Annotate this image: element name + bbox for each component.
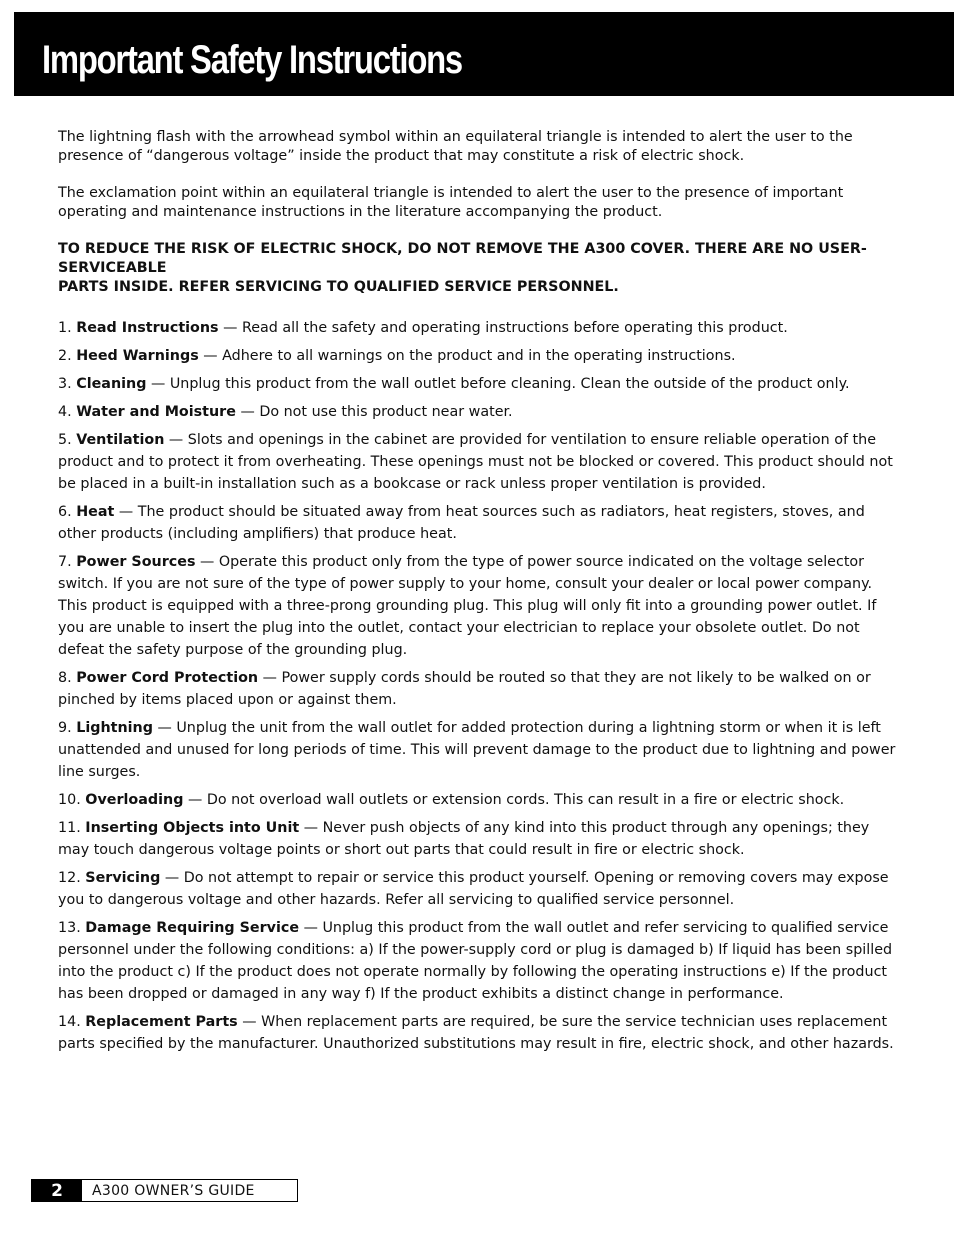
item-title: Ventilation: [76, 432, 165, 448]
item-text: — Power supply cords should be routed so that they are not likely to be walked on or pinched by items placed upon or against them.: [58, 670, 871, 708]
item-number: 10.: [58, 792, 81, 808]
item-title: Servicing: [85, 870, 161, 886]
list-item: [58, 667, 896, 711]
item-text: — Unplug the unit from the wall outlet for added protection during a lightning storm or when it is left unattended and unused for long periods of time. This will prevent damage to the product due to lightning and power line surges.: [58, 720, 896, 780]
page-footer: [31, 1179, 298, 1202]
list-item: [58, 501, 896, 545]
list-item: [58, 789, 896, 811]
item-number: 2.: [58, 348, 72, 364]
list-item: [58, 345, 896, 367]
safety-instructions-list: [58, 317, 896, 1055]
item-text: — Adhere to all warnings on the product and in the operating instructions.: [198, 348, 736, 364]
item-number: 4.: [58, 404, 72, 420]
item-number: 11.: [58, 820, 81, 836]
intro-exclamation-paragraph: The exclamation point within an equilateral triangle is intended to alert the user to the presence of important operating and maintenance instructions in the literature accompanying the product.: [58, 185, 844, 220]
guide-title: A300 OWNER’S GUIDE: [92, 1182, 255, 1199]
item-text: — Do not attempt to repair or service this product yourself. Opening or removing covers may expose you to dangerous voltage and other hazards. Refer all servicing to qualified service personnel.: [58, 870, 889, 908]
shock-warning: [58, 240, 896, 297]
item-number: 5.: [58, 432, 72, 448]
item-title: Heed Warnings: [76, 348, 199, 364]
item-title: Cleaning: [76, 376, 147, 392]
item-text: — When replacement parts are required, be sure the service technician uses replacement parts specified by the manufacturer. Unauthorized substitutions may result in fire, electric shock, and other hazards.: [58, 1014, 894, 1052]
item-number: 13.: [58, 920, 81, 936]
item-number: 9.: [58, 720, 72, 736]
item-title: Damage Requiring Service: [85, 920, 300, 936]
list-item: [58, 717, 896, 783]
warning-line-2: PARTS INSIDE. REFER SERVICING TO QUALIFIED SERVICE PERSONNEL.: [58, 279, 619, 295]
item-title: Heat: [76, 504, 115, 520]
item-text: — Slots and openings in the cabinet are provided for ventilation to ensure reliable operation of the product and to protect it from overheating. These openings must not be blocked or covered. This product should not be placed in a built-in installation such as a bookcase or rack unless proper ventilation is provided.: [58, 432, 893, 492]
item-number: 7.: [58, 554, 72, 570]
item-number: 3.: [58, 376, 72, 392]
item-title: Replacement Parts: [85, 1014, 238, 1030]
item-title: Inserting Objects into Unit: [85, 820, 300, 836]
item-number: 14.: [58, 1014, 81, 1030]
item-text: — Never push objects of any kind into this product through any openings; they may touch dangerous voltage points or short out parts that could result in fire or electric shock.: [58, 820, 870, 858]
item-number: 1.: [58, 320, 72, 336]
item-title: Power Sources: [76, 554, 196, 570]
item-text: — Read all the safety and operating instructions before operating this product.: [218, 320, 788, 336]
list-item: [58, 867, 896, 911]
item-number: 8.: [58, 670, 72, 686]
list-item: [58, 429, 896, 495]
intro-lightning-paragraph: The lightning flash with the arrowhead symbol within an equilateral triangle is intended to alert the user to the presence of “dangerous voltage” inside the product that may constitute a risk of electric shock.: [58, 129, 853, 164]
item-title: Overloading: [85, 792, 184, 808]
content: [58, 128, 896, 1061]
list-item: [58, 551, 896, 661]
list-item: [58, 817, 896, 861]
list-item: [58, 1011, 896, 1055]
item-text: — Do not overload wall outlets or extension cords. This can result in a fire or electric shock.: [183, 792, 845, 808]
item-text: — Unplug this product from the wall outlet and refer servicing to qualified service personnel under the following conditions: a) If the power-supply cord or plug is damaged b) If liquid has been spilled into the product c) If the product does not operate normally by following the operating instructions e) If the product has been dropped or damaged in any way f) If the product exhibits a distinct change in performance.: [58, 920, 893, 1002]
item-title: Water and Moisture: [76, 404, 236, 420]
page-title: Important Safety Instructions: [42, 38, 462, 82]
warning-line-1: TO REDUCE THE RISK OF ELECTRIC SHOCK, DO NOT REMOVE THE A300 COVER. THERE ARE NO USER-SERVICEABLE: [58, 241, 867, 276]
item-number: 6.: [58, 504, 72, 520]
item-text: — The product should be situated away from heat sources such as radiators, heat registers, stoves, and other products (including amplifiers) that produce heat.: [58, 504, 865, 542]
list-item: [58, 373, 896, 395]
list-item: [58, 917, 896, 1005]
item-title: Power Cord Protection: [76, 670, 259, 686]
item-text: — Unplug this product from the wall outlet before cleaning. Clean the outside of the product only.: [146, 376, 850, 392]
list-item: [58, 401, 896, 423]
item-text: — Do not use this product near water.: [235, 404, 513, 420]
item-text: — Operate this product only from the type of power source indicated on the voltage selector switch. If you are not sure of the type of power supply to your home, consult your dealer or local power company. This product is equipped with a three-prong grounding plug. This plug will only fit into a grounding power outlet. If you are unable to insert the plug into the outlet, contact your electrician to replace your obsolete outlet. Do not defeat the safety purpose of the grounding plug.: [58, 554, 877, 658]
page-number: 2: [32, 1180, 82, 1201]
list-item: [58, 317, 896, 339]
item-title: Lightning: [76, 720, 153, 736]
item-title: Read Instructions: [76, 320, 219, 336]
item-number: 12.: [58, 870, 81, 886]
